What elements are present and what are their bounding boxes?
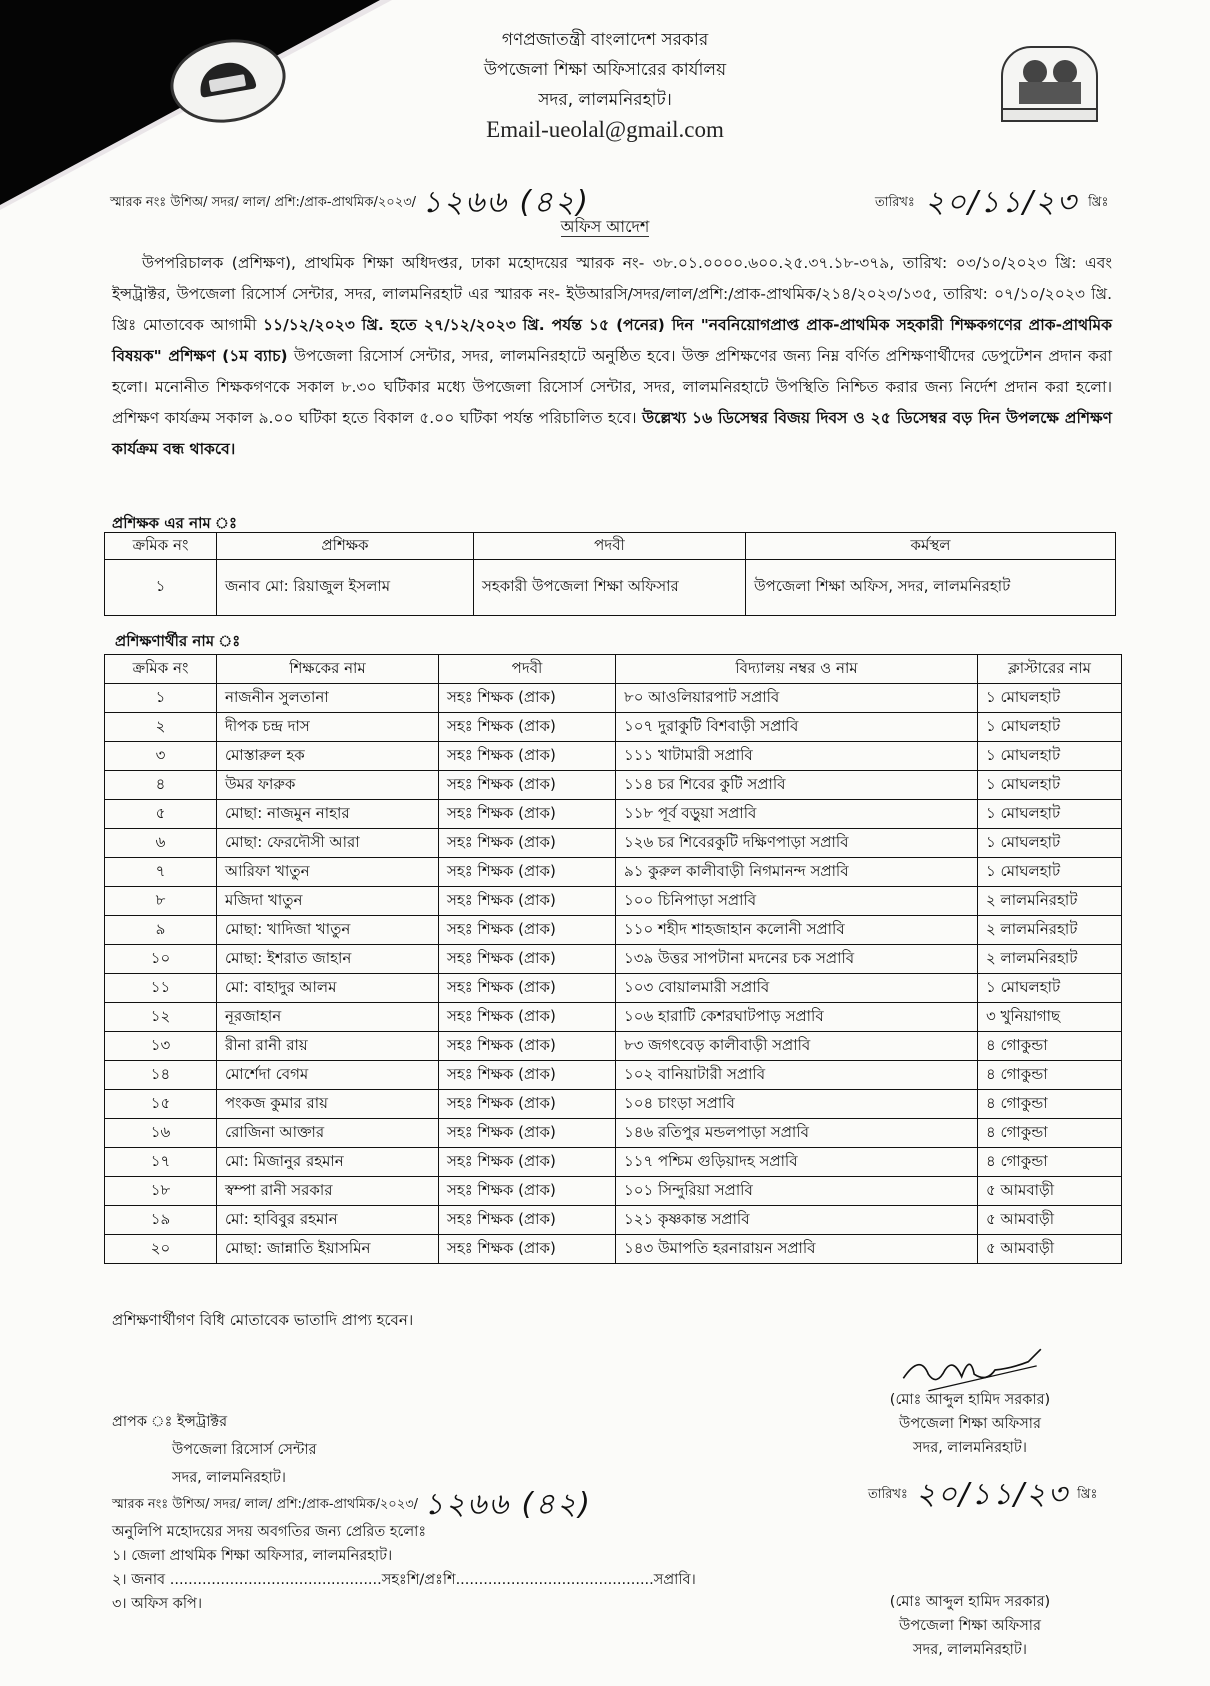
cell-cluster: ৩ খুনিয়াগাছ <box>978 1003 1122 1032</box>
col-cluster: ক্লাস্টারের নাম <box>978 655 1122 684</box>
cell-cluster: ৫ আমবাড়ী <box>978 1235 1122 1264</box>
cell-teacher-name: মোর্শেদা বেগম <box>217 1061 439 1090</box>
cell-school: ১০৭ দুরাকুটি বিশবাড়ী সপ্রাবি <box>616 713 978 742</box>
cell-designation: সহঃ শিক্ষক (প্রাক) <box>439 829 616 858</box>
header-email: Email-ueolal@gmail.com <box>486 117 724 142</box>
cell-designation: সহঃ শিক্ষক (প্রাক) <box>439 684 616 713</box>
cell-designation: সহঃ শিক্ষক (প্রাক) <box>439 1061 616 1090</box>
table-row <box>105 1061 1122 1090</box>
cell-teacher-name: উমর ফারুক <box>217 771 439 800</box>
date-label: তারিখঃ <box>868 1487 908 1502</box>
cell-designation: সহঃ শিক্ষক (প্রাক) <box>439 858 616 887</box>
cell-cluster: ৫ আমবাড়ী <box>978 1177 1122 1206</box>
cell-school: ১২৬ চর শিবেরকুটি দক্ষিণপাড়া সপ্রাবি <box>616 829 978 858</box>
table-row <box>105 1003 1122 1032</box>
cell-cluster: ১ মোঘলহাট <box>978 684 1122 713</box>
cell-serial: ১৮ <box>105 1177 217 1206</box>
cell-teacher-name: মোছা: ইশরাত জাহান <box>217 945 439 974</box>
order-title: অফিস আদেশ <box>560 217 650 236</box>
trainee-section-label: প্রশিক্ষণার্থীর নাম ঃ <box>115 632 241 650</box>
header-line-1: গণপ্রজাতন্ত্রী বাংলাদেশ সরকার <box>501 30 709 50</box>
body-bold-2: উল্লেখ্য ১৬ ডিসেম্বর বিজয় দিবস ও ২৫ ডিসেম্বর বড় দিন উপলক্ষে প্রশিক্ষণ কার্যক্রম বন্ধ থাকবে। <box>112 409 1113 458</box>
cell-serial: ১২ <box>105 1003 217 1032</box>
trainee-table <box>104 654 1122 1264</box>
cell-designation: সহঃ শিক্ষক (প্রাক) <box>439 1090 616 1119</box>
copy-item: ২। জনাব ..............................................সহঃশি/প্রঃশি...........................................সপ্রাবি। <box>112 1572 696 1588</box>
cell-cluster: ২ লালমনিরহাট <box>978 945 1122 974</box>
table-row <box>105 1206 1122 1235</box>
signer-office: সদর, লালমনিরহাট। <box>913 1642 1027 1658</box>
cell-school: ১১৭ পশ্চিম গুড়িয়াদহ সপ্রাবি <box>616 1148 978 1177</box>
signer-designation: উপজেলা শিক্ষা অফিসার <box>899 1416 1041 1432</box>
signature-date <box>868 1470 1097 1521</box>
cell-school: ১১০ শহীদ শাহজাহান কলোনী সপ্রাবি <box>616 916 978 945</box>
cell-workplace: উপজেলা শিক্ষা অফিস, সদর, লালমনিরহাট <box>746 560 1116 616</box>
cell-teacher-name: রীনা রানী রায় <box>217 1032 439 1061</box>
cell-teacher-name: মজিদা খাতুন <box>217 887 439 916</box>
cell-designation: সহঃ শিক্ষক (প্রাক) <box>439 1119 616 1148</box>
trainer-table <box>104 532 1116 616</box>
cell-serial: ১৭ <box>105 1148 217 1177</box>
cell-school: ১০৩ বোয়ালমারী সপ্রাবি <box>616 974 978 1003</box>
cell-serial: ৩ <box>105 742 217 771</box>
table-row <box>105 916 1122 945</box>
cell-school: ৮৩ জগৎবেড় কালীবাড়ী সপ্রাবি <box>616 1032 978 1061</box>
cell-teacher-name: রোজিনা আক্তার <box>217 1119 439 1148</box>
copies-intro: অনুলিপি মহোদয়ের সদয় অবগতির জন্য প্রেরিত হলোঃ <box>112 1524 427 1540</box>
col-designation: পদবী <box>474 533 746 560</box>
cell-teacher-name: মো: মিজানুর রহমান <box>217 1148 439 1177</box>
col-teacher-name: শিক্ষকের নাম <box>217 655 439 684</box>
table-row <box>105 1090 1122 1119</box>
signer-designation: উপজেলা শিক্ষা অফিসার <box>899 1618 1041 1634</box>
cell-school: ৮০ আওলিয়ারপাট সপ্রাবি <box>616 684 978 713</box>
cell-school: ১০১ সিন্দুরিয়া সপ্রাবি <box>616 1177 978 1206</box>
date-handwritten: ২০/১১/২৩ <box>915 1477 1070 1512</box>
cell-teacher-name: নূরজাহান <box>217 1003 439 1032</box>
col-trainer: প্রশিক্ষক <box>217 533 474 560</box>
cell-serial: ৫ <box>105 800 217 829</box>
cell-serial: ১০ <box>105 945 217 974</box>
cell-designation: সহঃ শিক্ষক (প্রাক) <box>439 1148 616 1177</box>
table-row <box>105 1032 1122 1061</box>
cell-serial: ১৪ <box>105 1061 217 1090</box>
cell-cluster: ১ মোঘলহাট <box>978 974 1122 1003</box>
table-row <box>105 829 1122 858</box>
cell-cluster: ১ মোঘলহাট <box>978 829 1122 858</box>
cell-designation: সহঃ শিক্ষক (প্রাক) <box>439 1177 616 1206</box>
cell-serial: ৯ <box>105 916 217 945</box>
cell-serial: ৮ <box>105 887 217 916</box>
cell-school: ১৪৩ উমাপতি হরনারায়ন সপ্রাবি <box>616 1235 978 1264</box>
date-suffix: খ্রিঃ <box>1077 1487 1098 1502</box>
cell-serial: ১৬ <box>105 1119 217 1148</box>
cell-designation: সহঃ শিক্ষক (প্রাক) <box>439 887 616 916</box>
memo-number-handwritten: ১২৬৬ (৪২) <box>422 185 590 220</box>
cell-teacher-name: পংকজ কুমার রায় <box>217 1090 439 1119</box>
recipient-line-3: সদর, লালমনিরহাট। <box>172 1470 286 1486</box>
header-line-2: উপজেলা শিক্ষা অফিসারের কার্যালয় <box>483 60 727 80</box>
memo-label: স্মারক নংঃ উশিঅ/ সদর/ লাল/ প্রশি:/প্রাক-প্রাথমিক/২০২৩/ <box>110 195 417 210</box>
cell-cluster: ৪ গোকুন্ডা <box>978 1032 1122 1061</box>
cell-designation: সহঃ শিক্ষক (প্রাক) <box>439 742 616 771</box>
table-row <box>105 684 1122 713</box>
cell-serial: ১৩ <box>105 1032 217 1061</box>
cell-designation: সহঃ শিক্ষক (প্রাক) <box>439 916 616 945</box>
table-row <box>105 887 1122 916</box>
cell-school: ১০৪ চাংড়া সপ্রাবি <box>616 1090 978 1119</box>
table-row <box>105 771 1122 800</box>
header-line-3: সদর, লালমনিরহাট। <box>538 90 672 110</box>
signature-block-1 <box>870 1388 1070 1460</box>
cell-school: ১১১ খাটামারী সপ্রাবি <box>616 742 978 771</box>
table-row <box>105 1177 1122 1206</box>
table-row <box>105 713 1122 742</box>
cell-serial: ৭ <box>105 858 217 887</box>
cell-designation: সহঃ শিক্ষক (প্রাক) <box>439 945 616 974</box>
trainer-section-label: প্রশিক্ষক এর নাম ঃ <box>112 514 237 532</box>
cell-serial: ১৫ <box>105 1090 217 1119</box>
cell-teacher-name: মোছা: খাদিজা খাতুন <box>217 916 439 945</box>
table-row <box>105 945 1122 974</box>
cell-serial: ১ <box>105 560 217 616</box>
table-row <box>105 800 1122 829</box>
cell-designation: সহঃ শিক্ষক (প্রাক) <box>439 1235 616 1264</box>
col-school: বিদ্যালয় নম্বর ও নাম <box>616 655 978 684</box>
cell-school: ১৩৯ উত্তর সাপটানা মদনের চক সপ্রাবি <box>616 945 978 974</box>
trainee-table-header <box>105 655 1122 684</box>
copy-item: ১। জেলা প্রাথমিক শিক্ষা অফিসার, লালমনিরহাট। <box>112 1548 393 1564</box>
cell-cluster: ১ মোঘলহাট <box>978 771 1122 800</box>
cell-school: ১১৮ পূর্ব বড়ুয়া সপ্রাবি <box>616 800 978 829</box>
date-suffix: খ্রিঃ <box>1088 195 1109 210</box>
cell-designation: সহঃ শিক্ষক (প্রাক) <box>439 771 616 800</box>
memo-number-handwritten: ১২৬৬ (৪২) <box>424 1487 592 1522</box>
cell-serial: ৬ <box>105 829 217 858</box>
cell-serial: ২০ <box>105 1235 217 1264</box>
copies-block <box>112 1520 696 1616</box>
cell-school: ১০২ বানিয়াটারী সপ্রাবি <box>616 1061 978 1090</box>
signer-name: (মোঃ আব্দুল হামিদ সরকার) <box>889 1392 1051 1408</box>
cell-designation: সহঃ শিক্ষক (প্রাক) <box>439 800 616 829</box>
cell-designation: সহঃ শিক্ষক (প্রাক) <box>439 1206 616 1235</box>
cell-teacher-name: মোছা: ফেরদৌসী আরা <box>217 829 439 858</box>
cell-school: ১০০ চিনিপাড়া সপ্রাবি <box>616 887 978 916</box>
cell-teacher-name: আরিফা খাতুন <box>217 858 439 887</box>
table-row <box>105 1148 1122 1177</box>
cell-serial: ৪ <box>105 771 217 800</box>
cell-teacher-name: দীপক চন্দ্র দাস <box>217 713 439 742</box>
body-text-2: উপজেলা রিসোর্স সেন্টার, সদর, লালমনিরহাটে অনুষ্ঠিত হবে। উক্ত প্রশিক্ষণের জন্য নিম্ন বর্ণিত প্রশিক্ষণার্থীদের ডেপুটেশন প্রদান করা হলো। মনোনীত শিক্ষকগণকে সকাল ৮.৩০ ঘটিকার মধ্যে উপজেলা রিসোর্স সেন্টার, সদর, লালমনিরহাটে উপস্থিতি নিশ্চিত করার জন্য নির্দেশ প্রদান করা হলো। প্রশিক্ষণ কার্যক্রম সকাল ৯.০০ ঘটিকা হতে বিকাল ৫.০০ ঘটিকা পর্যন্ত পরিচালিত হবে। <box>112 347 1113 427</box>
cell-teacher-name: মোছা: জান্নাতি ইয়াসমিন <box>217 1235 439 1264</box>
signer-office: সদর, লালমনিরহাট। <box>913 1440 1027 1456</box>
cell-designation: সহকারী উপজেলা শিক্ষা অফিসার <box>474 560 746 616</box>
table-row <box>105 742 1122 771</box>
cell-teacher-name: মো: বাহাদুর আলম <box>217 974 439 1003</box>
cell-designation: সহঃ শিক্ষক (প্রাক) <box>439 1032 616 1061</box>
order-body <box>112 248 1112 465</box>
cell-designation: সহঃ শিক্ষক (প্রাক) <box>439 713 616 742</box>
cell-school: ১৪৬ রতিপুর মন্ডলপাড়া সপ্রাবি <box>616 1119 978 1148</box>
cell-cluster: ১ মোঘলহাট <box>978 858 1122 887</box>
cell-teacher-name: মোস্তারুল হক <box>217 742 439 771</box>
cell-serial: ১১ <box>105 974 217 1003</box>
table-row <box>105 858 1122 887</box>
cell-teacher-name: মোছা: নাজমুন নাহার <box>217 800 439 829</box>
cell-cluster: ৪ গোকুন্ডা <box>978 1119 1122 1148</box>
recipient-label: প্রাপক ঃ ইন্সট্রাক্টর <box>112 1414 228 1430</box>
col-workplace: কর্মস্থল <box>746 533 1116 560</box>
cell-cluster: ১ মোঘলহাট <box>978 800 1122 829</box>
signer-name: (মোঃ আব্দুল হামিদ সরকার) <box>889 1594 1051 1610</box>
cell-teacher-name: নাজনীন সুলতানা <box>217 684 439 713</box>
table-row <box>105 560 1116 616</box>
cell-cluster: ৪ গোকুন্ডা <box>978 1061 1122 1090</box>
cell-cluster: ২ লালমনিরহাট <box>978 916 1122 945</box>
cell-serial: ২ <box>105 713 217 742</box>
cell-serial: ১ <box>105 684 217 713</box>
body-text-1: উপপরিচালক (প্রশিক্ষণ), প্রাথমিক শিক্ষা অধিদপ্তর, ঢাকা মহোদয়ের স্মারক নং- ৩৮.০১.০০০০.৬০০.২৫.৩৭.১৮-৩৭৯, তারিখ: ০৩/১০/২০২৩ খ্রি: এবং ইন্সট্রাক্টর, উপজেলা রিসোর্স সেন্টার, সদর, লালমনিরহাট এর স্মারক নং- ইউআরসি/সদর/লাল/প্রশি:/প্রাক-প্রাথমিক/২১৪/২০২৩/১৩৫, তারিখ: ০৭/১০/২০২৩ খ্রি. খ্রিঃ মোতাবেক আগামী <box>112 254 1112 334</box>
cell-designation: সহঃ শিক্ষক (প্রাক) <box>439 1003 616 1032</box>
cell-teacher-name: মো: হাবিবুর রহমান <box>217 1206 439 1235</box>
memo-label: স্মারক নংঃ উশিঅ/ সদর/ লাল/ প্রশি:/প্রাক-প্রাথমিক/২০২৩/ <box>112 1497 419 1512</box>
cell-cluster: ৪ গোকুন্ডা <box>978 1148 1122 1177</box>
cell-school: ১০৬ হারাটি কেশরঘাটপাড় সপ্রাবি <box>616 1003 978 1032</box>
table-row <box>105 1119 1122 1148</box>
cell-school: ১২১ কৃষ্ণকান্ত সপ্রাবি <box>616 1206 978 1235</box>
cell-cluster: ২ লালমনিরহাট <box>978 887 1122 916</box>
cell-cluster: ১ মোঘলহাট <box>978 713 1122 742</box>
cell-serial: ১৯ <box>105 1206 217 1235</box>
col-serial: ক্রমিক নং <box>105 533 217 560</box>
table-row <box>105 1235 1122 1264</box>
date-handwritten: ২০/১১/২৩ <box>924 185 1079 220</box>
cell-cluster: ১ মোঘলহাট <box>978 742 1122 771</box>
col-serial: ক্রমিক নং <box>105 655 217 684</box>
cell-cluster: ৫ আমবাড়ী <box>978 1206 1122 1235</box>
cell-school: ৯১ কুরুল কালীবাড়ী নিগমানন্দ সপ্রাবি <box>616 858 978 887</box>
table-row <box>105 974 1122 1003</box>
cell-teacher-name: স্বম্পা রানী সরকার <box>217 1177 439 1206</box>
cell-school: ১১৪ চর শিবের কুটি সপ্রাবি <box>616 771 978 800</box>
trainer-table-header <box>105 533 1116 560</box>
allowance-note: প্রশিক্ষণার্থীগণ বিধি মোতাবেক ভাতাদি প্রাপ্য হবেন। <box>112 1311 414 1329</box>
col-designation: পদবী <box>439 655 616 684</box>
signature-block-2 <box>860 1590 1080 1662</box>
cell-designation: সহঃ শিক্ষক (প্রাক) <box>439 974 616 1003</box>
cell-trainer: জনাব মো: রিয়াজুল ইসলাম <box>217 560 474 616</box>
recipient-line-2: উপজেলা রিসোর্স সেন্টার <box>172 1442 317 1458</box>
date-label: তারিখঃ <box>875 195 915 210</box>
body-bold-1: ১১/১২/২০২৩ খ্রি. হতে ২৭/১২/২০২৩ খ্রি. পর্যন্ত ১৫ (পনের) দিন "নবনিয়োগপ্রাপ্ত প্রাক-প্রাথমিক সহকারী শিক্ষকগণের প্রাক-প্রাথমিক বিষয়ক" প্রশিক্ষণ (১ম ব্যাচ) <box>112 316 1113 365</box>
copy-item: ৩। অফিস কপি। <box>112 1596 203 1612</box>
order-title-wrap <box>0 214 1210 241</box>
cell-cluster: ৪ গোকুন্ডা <box>978 1090 1122 1119</box>
recipient-block <box>112 1410 317 1490</box>
